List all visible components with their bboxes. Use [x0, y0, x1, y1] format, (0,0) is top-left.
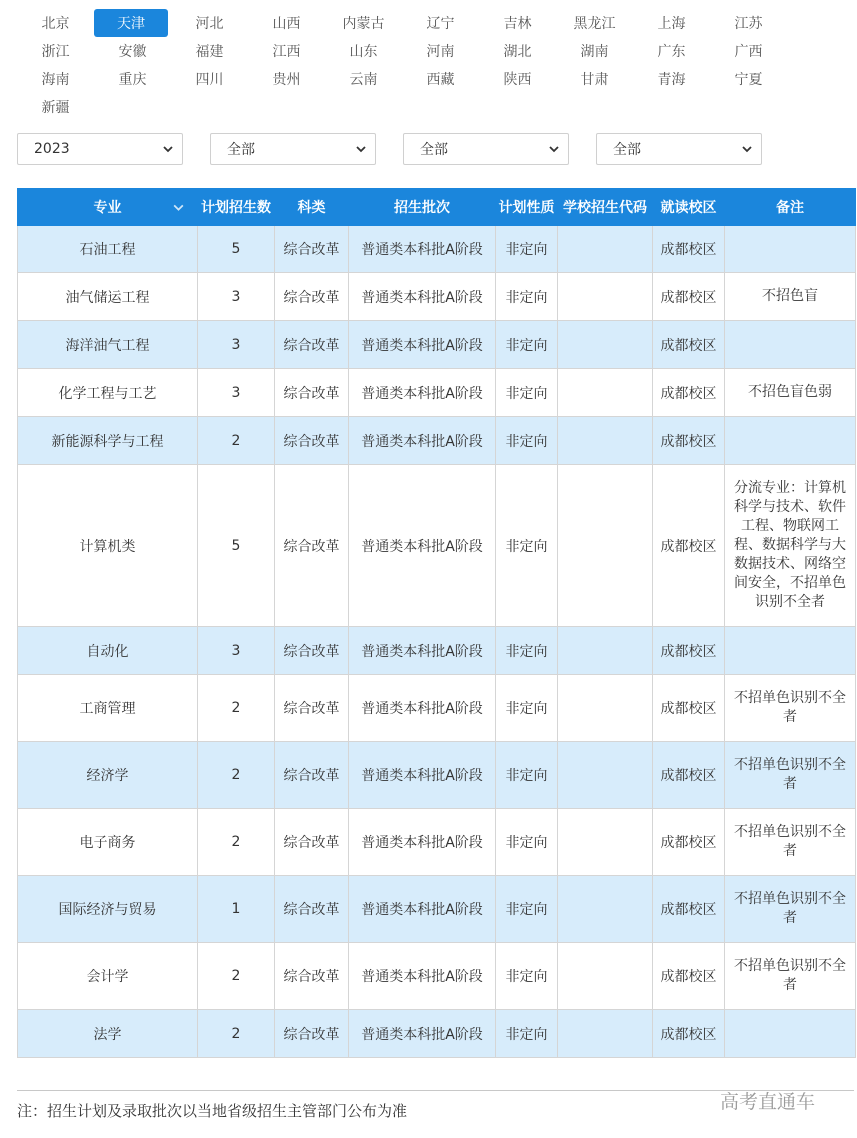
- chevron-down-icon[interactable]: [172, 201, 185, 214]
- cell-batch: 普通类本科批A阶段: [349, 876, 496, 943]
- cell-campus: 成都校区: [653, 809, 725, 876]
- cell-school-code: [558, 627, 653, 675]
- cell-major: 会计学: [18, 943, 198, 1010]
- cell-school-code: [558, 321, 653, 369]
- cell-note: [725, 417, 856, 465]
- cell-campus: 成都校区: [653, 943, 725, 1010]
- province-item[interactable]: 青海: [657, 72, 686, 88]
- province-item[interactable]: 河北: [195, 16, 224, 32]
- cell-category: 综合改革: [275, 369, 349, 417]
- table-row: [18, 943, 856, 1010]
- cell-count: 1: [198, 876, 275, 943]
- table-row: [18, 321, 856, 369]
- header-major[interactable]: [18, 189, 198, 226]
- chevron-down-icon: [741, 143, 753, 155]
- table-header-row: [18, 189, 856, 226]
- cell-count: 5: [198, 226, 275, 273]
- province-item[interactable]: 安徽: [118, 44, 147, 60]
- cell-major: 国际经济与贸易: [18, 876, 198, 943]
- cell-nature: 非定向: [496, 809, 558, 876]
- table-row: [18, 1010, 856, 1058]
- header-count: 计划招生数: [198, 189, 275, 226]
- province-item[interactable]: 辽宁: [426, 16, 455, 32]
- cell-batch: 普通类本科批A阶段: [349, 321, 496, 369]
- cell-category: 综合改革: [275, 675, 349, 742]
- cell-campus: 成都校区: [653, 273, 725, 321]
- filter-bar: [17, 133, 847, 165]
- cell-count: 2: [198, 742, 275, 809]
- chevron-down-icon: [355, 143, 367, 155]
- cell-count: 3: [198, 627, 275, 675]
- cell-count: 2: [198, 943, 275, 1010]
- header-note: 备注: [725, 189, 856, 226]
- batch-select-value: 全部: [420, 142, 448, 158]
- cell-campus: 成都校区: [653, 226, 725, 273]
- province-item[interactable]: 广西: [734, 44, 763, 60]
- province-item[interactable]: 山西: [272, 16, 301, 32]
- table-row: [18, 742, 856, 809]
- table-row: [18, 226, 856, 273]
- cell-nature: 非定向: [496, 943, 558, 1010]
- cell-campus: 成都校区: [653, 1010, 725, 1058]
- cell-major: 电子商务: [18, 809, 198, 876]
- cell-major: 自动化: [18, 627, 198, 675]
- cell-school-code: [558, 943, 653, 1010]
- province-item[interactable]: 湖北: [503, 44, 532, 60]
- cell-note: 不招单色识别不全者: [725, 876, 856, 943]
- cell-major: 石油工程: [18, 226, 198, 273]
- province-item[interactable]: 西藏: [426, 72, 455, 88]
- province-item[interactable]: 内蒙古: [342, 16, 385, 32]
- header-school-code: 学校招生代码: [558, 189, 653, 226]
- cell-note: 不招色盲: [725, 273, 856, 321]
- cell-note: 不招单色识别不全者: [725, 943, 856, 1010]
- cell-category: 综合改革: [275, 943, 349, 1010]
- cell-nature: 非定向: [496, 321, 558, 369]
- cell-batch: 普通类本科批A阶段: [349, 675, 496, 742]
- cell-note: [725, 321, 856, 369]
- chevron-down-icon: [548, 143, 560, 155]
- cell-campus: 成都校区: [653, 675, 725, 742]
- cell-batch: 普通类本科批A阶段: [349, 226, 496, 273]
- cell-school-code: [558, 675, 653, 742]
- cell-batch: 普通类本科批A阶段: [349, 943, 496, 1010]
- cell-batch: 普通类本科批A阶段: [349, 273, 496, 321]
- cell-school-code: [558, 273, 653, 321]
- category-select[interactable]: [210, 133, 376, 165]
- cell-category: 综合改革: [275, 627, 349, 675]
- cell-major: 法学: [18, 1010, 198, 1058]
- cell-batch: 普通类本科批A阶段: [349, 465, 496, 627]
- province-item[interactable]: 河南: [426, 44, 455, 60]
- cell-nature: 非定向: [496, 465, 558, 627]
- table-row: [18, 369, 856, 417]
- header-category: 科类: [275, 189, 349, 226]
- cell-campus: 成都校区: [653, 627, 725, 675]
- cell-count: 3: [198, 273, 275, 321]
- province-item[interactable]: 江苏: [734, 16, 763, 32]
- cell-school-code: [558, 876, 653, 943]
- nature-select[interactable]: [596, 133, 762, 165]
- table-row: [18, 273, 856, 321]
- cell-count: 2: [198, 417, 275, 465]
- cell-nature: 非定向: [496, 273, 558, 321]
- cell-major: 计算机类: [18, 465, 198, 627]
- province-item[interactable]: 贵州: [272, 72, 301, 88]
- cell-nature: 非定向: [496, 876, 558, 943]
- cell-count: 2: [198, 809, 275, 876]
- cell-batch: 普通类本科批A阶段: [349, 1010, 496, 1058]
- province-item[interactable]: 甘肃: [580, 72, 609, 88]
- cell-major: 油气储运工程: [18, 273, 198, 321]
- cell-count: 2: [198, 1010, 275, 1058]
- table-row: [18, 465, 856, 627]
- province-item[interactable]: 重庆: [118, 72, 147, 88]
- cell-count: 3: [198, 369, 275, 417]
- table-row: [18, 627, 856, 675]
- year-select-value: 2023: [34, 141, 70, 157]
- header-batch: 招生批次: [349, 189, 496, 226]
- cell-school-code: [558, 742, 653, 809]
- cell-batch: 普通类本科批A阶段: [349, 369, 496, 417]
- category-select-value: 全部: [227, 142, 255, 158]
- cell-category: 综合改革: [275, 226, 349, 273]
- province-item[interactable]: 江西: [272, 44, 301, 60]
- cell-major: 化学工程与工艺: [18, 369, 198, 417]
- cell-batch: 普通类本科批A阶段: [349, 417, 496, 465]
- cell-campus: 成都校区: [653, 465, 725, 627]
- header-campus: 就读校区: [653, 189, 725, 226]
- cell-batch: 普通类本科批A阶段: [349, 627, 496, 675]
- cell-major: 海洋油气工程: [18, 321, 198, 369]
- province-item[interactable]: 湖南: [580, 44, 609, 60]
- cell-nature: 非定向: [496, 226, 558, 273]
- table-row: [18, 876, 856, 943]
- cell-school-code: [558, 417, 653, 465]
- province-item[interactable]: 广东: [657, 44, 686, 60]
- province-item[interactable]: 海南: [41, 72, 70, 88]
- table-row: [18, 809, 856, 876]
- table-row: [18, 417, 856, 465]
- cell-category: 综合改革: [275, 465, 349, 627]
- cell-category: 综合改革: [275, 742, 349, 809]
- cell-nature: 非定向: [496, 742, 558, 809]
- cell-batch: 普通类本科批A阶段: [349, 809, 496, 876]
- province-item[interactable]: 山东: [349, 44, 378, 60]
- cell-note: 不招单色识别不全者: [725, 742, 856, 809]
- cell-count: 3: [198, 321, 275, 369]
- cell-category: 综合改革: [275, 876, 349, 943]
- province-item[interactable]: 宁夏: [734, 72, 763, 88]
- province-item[interactable]: 四川: [195, 72, 224, 88]
- batch-select[interactable]: [403, 133, 569, 165]
- cell-campus: 成都校区: [653, 742, 725, 809]
- cell-note: 不招单色识别不全者: [725, 809, 856, 876]
- header-nature: 计划性质: [496, 189, 558, 226]
- chevron-down-icon: [162, 143, 174, 155]
- cell-campus: 成都校区: [653, 321, 725, 369]
- cell-campus: 成都校区: [653, 417, 725, 465]
- cell-major: 新能源科学与工程: [18, 417, 198, 465]
- cell-note: [725, 1010, 856, 1058]
- table-row: [18, 675, 856, 742]
- province-item[interactable]: 浙江: [41, 44, 70, 60]
- cell-category: 综合改革: [275, 321, 349, 369]
- header-major-label: 专业: [93, 200, 122, 216]
- cell-note: 不招色盲色弱: [725, 369, 856, 417]
- cell-campus: 成都校区: [653, 369, 725, 417]
- cell-category: 综合改革: [275, 273, 349, 321]
- cell-note: [725, 226, 856, 273]
- cell-note: 分流专业：计算机科学与技术、软件工程、物联网工程、数据科学与大数据技术、网络空间安全，不招单色识别不全者: [725, 465, 856, 627]
- cell-category: 综合改革: [275, 809, 349, 876]
- cell-school-code: [558, 1010, 653, 1058]
- province-item[interactable]: 天津: [94, 9, 168, 37]
- province-grid: [17, 9, 847, 121]
- province-item[interactable]: 黑龙江: [573, 16, 616, 32]
- cell-note: [725, 627, 856, 675]
- cell-school-code: [558, 369, 653, 417]
- watermark: 高考直通车: [720, 1091, 816, 1113]
- cell-nature: 非定向: [496, 675, 558, 742]
- nature-select-value: 全部: [613, 142, 641, 158]
- cell-school-code: [558, 226, 653, 273]
- cell-category: 综合改革: [275, 1010, 349, 1058]
- cell-nature: 非定向: [496, 627, 558, 675]
- cell-note: 不招单色识别不全者: [725, 675, 856, 742]
- cell-count: 2: [198, 675, 275, 742]
- province-selector: [17, 9, 847, 121]
- province-item[interactable]: 福建: [195, 44, 224, 60]
- year-select[interactable]: [17, 133, 183, 165]
- cell-count: 5: [198, 465, 275, 627]
- cell-batch: 普通类本科批A阶段: [349, 742, 496, 809]
- cell-major: 工商管理: [18, 675, 198, 742]
- province-item[interactable]: 云南: [349, 72, 378, 88]
- cell-major: 经济学: [18, 742, 198, 809]
- province-item[interactable]: 陕西: [503, 72, 532, 88]
- province-item[interactable]: 上海: [657, 16, 686, 32]
- province-item[interactable]: 新疆: [41, 100, 70, 116]
- cell-school-code: [558, 809, 653, 876]
- cell-category: 综合改革: [275, 417, 349, 465]
- cell-nature: 非定向: [496, 369, 558, 417]
- cell-campus: 成都校区: [653, 876, 725, 943]
- cell-school-code: [558, 465, 653, 627]
- admission-plan-table: [17, 188, 856, 1058]
- province-item[interactable]: 吉林: [503, 16, 532, 32]
- cell-nature: 非定向: [496, 417, 558, 465]
- footnote: 注：招生计划及录取批次以当地省级招生主管部门公布为准: [17, 1102, 408, 1120]
- cell-nature: 非定向: [496, 1010, 558, 1058]
- province-item[interactable]: 北京: [41, 16, 70, 32]
